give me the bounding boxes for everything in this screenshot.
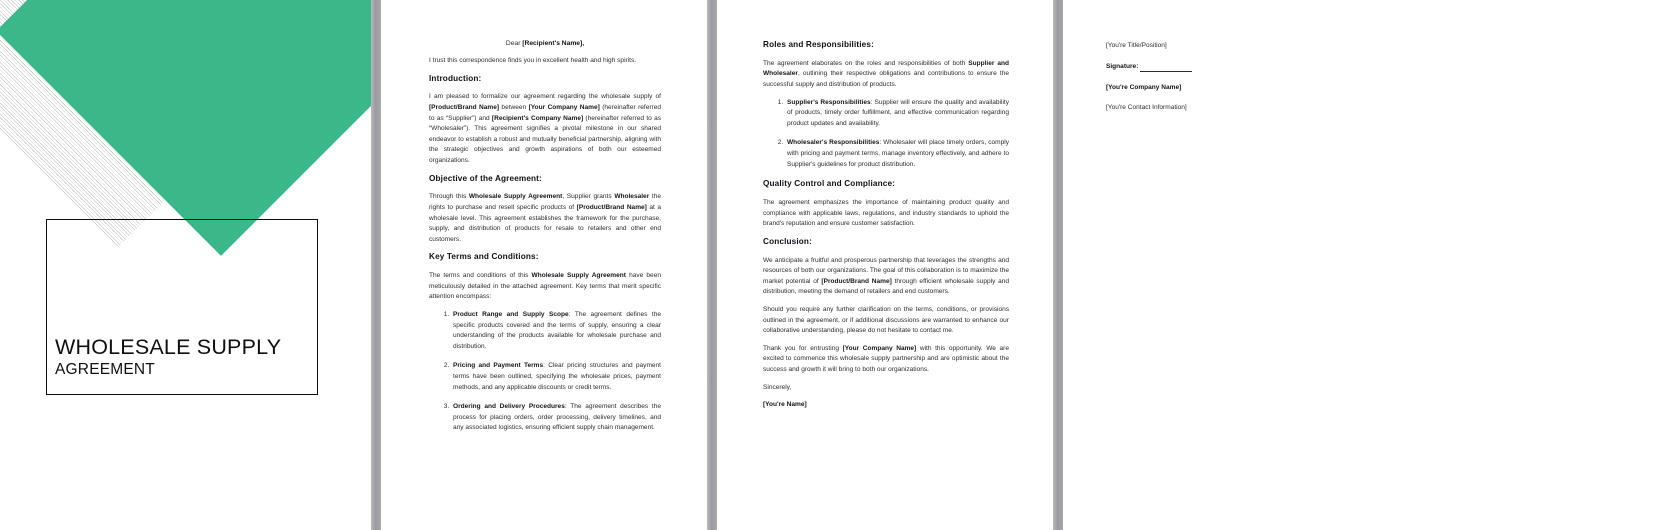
introduction-paragraph bbox=[429, 92, 661, 166]
page-separator bbox=[707, 0, 717, 530]
responsibility-label: Supplier's Responsibilities bbox=[787, 98, 871, 106]
page-separator bbox=[1053, 0, 1063, 530]
list-item bbox=[785, 98, 1009, 130]
thanks-text-a: Thank you for entrusting bbox=[763, 344, 843, 352]
supplier-wholesaler-bold: Supplier and Wholesaler bbox=[763, 59, 1009, 78]
title-position-line: [You're Title/Position] bbox=[1106, 42, 1167, 49]
roles-text-b: , outlining their respective obligations and contributions to ensure the successful supply and distribution of products. bbox=[763, 70, 1009, 89]
list-item bbox=[785, 138, 1009, 170]
page-cover[interactable] bbox=[0, 0, 371, 530]
key-terms-intro bbox=[429, 271, 661, 303]
responsibilities-list bbox=[763, 98, 1009, 171]
intro-text-b: between bbox=[499, 104, 529, 112]
your-name-placeholder: [You're Name] bbox=[763, 401, 807, 409]
conclusion-text-b: through efficient wholesale supply and distribution, meeting the demand of retailers and end customers. bbox=[763, 277, 1009, 296]
your-company-placeholder-3: [You're Company Name] bbox=[1106, 83, 1182, 91]
wholesaler-term-bold: Wholesaler bbox=[614, 193, 650, 201]
key-terms-text-b: have been meticulously detailed in the attached agreement. Key terms that merit specific attention encompass: bbox=[429, 272, 661, 301]
term-text: : Clear pricing structures and payment terms have been outlined, specifying the wholesale prices, payment methods, and any applicable discounts or credit terms. bbox=[453, 362, 661, 391]
intro-text-d: (hereinafter referred to as “Wholesaler”). This agreement signifies a pivotal milestone in our shared endeavor to establish a robust and mutually beneficial partnership, aligning with the strategic objectives and growth aspirations of both our esteemed organizations. bbox=[429, 114, 661, 164]
key-terms-list bbox=[429, 310, 661, 434]
intro-text-a: I am pleased to formalize our agreement regarding the wholesale supply of bbox=[429, 93, 661, 101]
contact-information-line: [You're Contact Information] bbox=[1106, 104, 1187, 112]
heading-objective: Objective of the Agreement: bbox=[429, 173, 542, 183]
signature-line bbox=[1106, 62, 1343, 72]
responsibility-text: : Supplier will ensure the quality and availability of products, timely order fulfillment, and effective communication regarding product updates and availability. bbox=[787, 98, 1009, 127]
heading-roles: Roles and Responsibilities: bbox=[763, 40, 874, 49]
key-terms-text-a: The terms and conditions of this bbox=[429, 272, 532, 280]
objective-text-a: Through this bbox=[429, 193, 469, 201]
term-label: Product Range and Supply Scope bbox=[453, 311, 569, 319]
signature-label: Signature: bbox=[1106, 62, 1139, 70]
objective-text-b: , Supplier grants bbox=[562, 193, 615, 201]
roles-text-a: The agreement elaborates on the roles and responsibilities of both bbox=[763, 59, 969, 67]
cover-title-sub: AGREEMENT bbox=[55, 361, 155, 379]
product-brand-placeholder-2: [Product/Brand Name] bbox=[576, 204, 647, 212]
product-brand-placeholder-3: [Product/Brand Name] bbox=[821, 277, 892, 285]
opening-line: I trust this correspondence finds you in excellent health and high spirits. bbox=[429, 57, 637, 64]
page-four[interactable] bbox=[1063, 0, 1389, 530]
term-text: : The agreement defines the specific products covered and the terms of supply, ensuring a clear understanding of the products available for wholesale purchase and distribution. bbox=[453, 311, 661, 350]
recipient-company-placeholder: [Recipient's Company Name] bbox=[491, 114, 584, 122]
your-company-placeholder: [Your Company Name] bbox=[528, 104, 600, 112]
responsibility-text: : Wholesaler will place timely orders, comply with pricing and payment terms, manage inventory effectively, and adhere to Supplier's guidelines for product distribution. bbox=[787, 139, 1009, 168]
conclusion-text-a: We anticipate a fruitful and prosperous partnership that leverages the strengths and resources of both our organizations. The goal of this collaboration is to maximize the market potential of bbox=[763, 256, 1009, 285]
your-company-placeholder-2: [Your Company Name] bbox=[842, 344, 917, 352]
term-label: Pricing and Payment Terms bbox=[453, 362, 544, 370]
objective-paragraph bbox=[429, 192, 661, 245]
heading-key-terms: Key Terms and Conditions: bbox=[429, 252, 539, 262]
product-brand-placeholder: [Product/Brand Name] bbox=[429, 104, 500, 112]
thanks-paragraph bbox=[763, 344, 1009, 376]
page-three[interactable] bbox=[717, 0, 1053, 530]
heading-quality-control: Quality Control and Compliance: bbox=[763, 179, 896, 189]
page-separator bbox=[371, 0, 381, 530]
objective-text-d: at a wholesale level. This agreement establishes the framework for the purchase, supply, and distribution of products for resale to retailers and other end customers. bbox=[429, 204, 662, 243]
cover-title-box bbox=[46, 219, 318, 395]
agreement-term-bold-2: Wholesale Supply Agreement bbox=[531, 272, 626, 280]
salutation bbox=[429, 40, 661, 47]
list-item bbox=[451, 310, 661, 352]
thanks-text-b: with this opportunity. We are excited to commence this wholesale supply partnership and are optimistic about the success and growth it will bring to both our organizations. bbox=[763, 344, 1009, 373]
list-item bbox=[451, 361, 661, 393]
sincerely-line: Sincerely, bbox=[763, 383, 792, 391]
signature-blank-rule[interactable] bbox=[1140, 64, 1192, 72]
agreement-term-bold: Wholesale Supply Agreement bbox=[468, 193, 563, 201]
salutation-prefix: Dear bbox=[505, 40, 523, 47]
intro-text-c: (hereinafter referred to as “Supplier”) and bbox=[429, 104, 661, 122]
objective-text-c: the rights to purchase and resell specific products of bbox=[429, 193, 661, 212]
roles-intro bbox=[763, 59, 1009, 91]
company-name-line bbox=[1106, 83, 1343, 93]
heading-introduction: Introduction: bbox=[429, 73, 482, 83]
clarification-paragraph: Should you require any further clarification on the terms, conditions, or provisions outlined in the agreement, or if additional discussions are warranted to enhance our collaborative understanding, please do not hesitate to contact me. bbox=[763, 306, 1009, 335]
viewer-background bbox=[1389, 0, 1661, 530]
list-item bbox=[451, 402, 661, 434]
recipient-name-placeholder: [Recipient's Name], bbox=[522, 40, 585, 47]
cover-title-main: WHOLESALE SUPPLY bbox=[55, 334, 282, 359]
term-label: Ordering and Delivery Procedures bbox=[453, 403, 565, 411]
heading-conclusion: Conclusion: bbox=[763, 236, 812, 246]
conclusion-paragraph bbox=[763, 256, 1009, 298]
signer-name bbox=[763, 400, 1009, 410]
term-text: : The agreement describes the process for placing orders, order processing, delivery timelines, and any associated logistics, ensuring efficient supply chain management. bbox=[453, 403, 661, 432]
page-two[interactable] bbox=[381, 0, 707, 530]
quality-paragraph: The agreement emphasizes the importance of maintaining product quality and compliance with applicable laws, regulations, and industry standards to uphold the brand's reputation and ensure customer satisfaction. bbox=[763, 199, 1009, 228]
responsibility-label: Wholesaler's Responsibilities bbox=[787, 139, 880, 147]
